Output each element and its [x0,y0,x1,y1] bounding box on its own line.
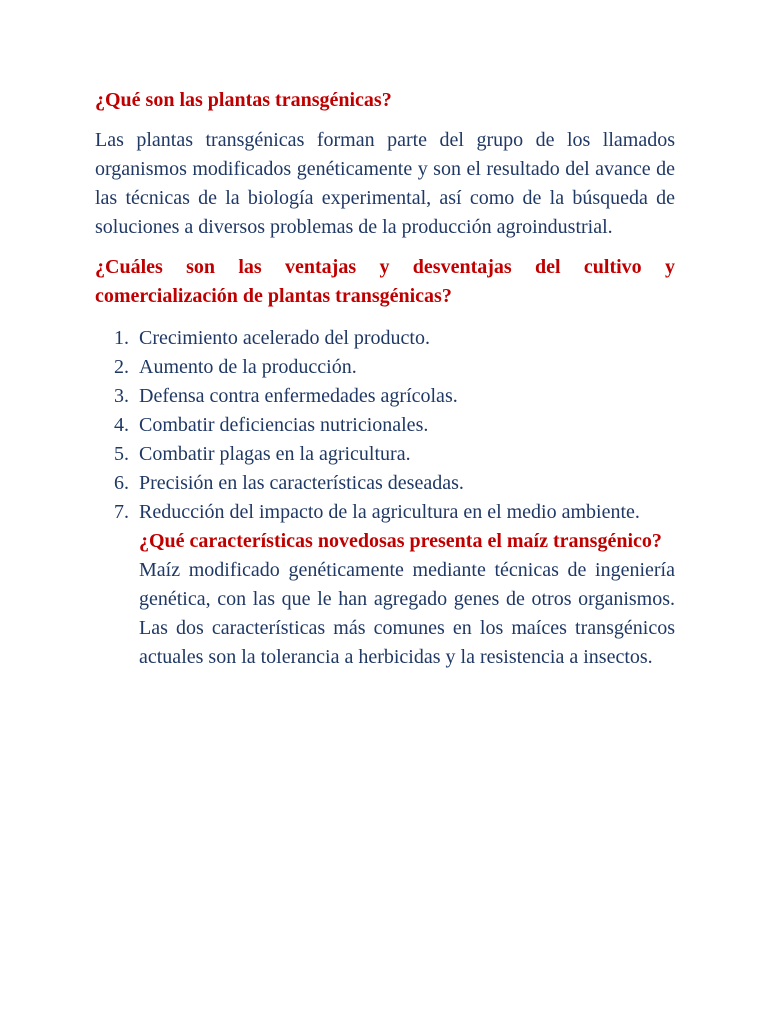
list-number: 4. [114,414,129,436]
list-item [95,353,675,382]
list-number: 1. [114,327,129,349]
heading-advantages: ¿Cuáles son las ventajas y desventajas del cultivo y comercialización de plantas transgénicas? [95,256,675,307]
advantages-list [95,324,675,527]
list-item-text: Aumento de la producción. [139,356,357,378]
paragraph-definition: Las plantas transgénicas forman parte del grupo de los llamados organismos modificados genéticamente y son el resultado del avance de las técnicas de la biología experimental, así como de la búsqueda de soluciones a diversos problemas de la producción agroindustrial. [95,129,675,238]
document-page [95,86,675,672]
list-item-text: Reducción del impacto de la agricultura en el medio ambiente. [139,501,640,523]
list-number: 2. [114,356,129,378]
list-number: 5. [114,443,129,465]
list-number: 3. [114,385,129,407]
heading-transgenic-plants: ¿Qué son las plantas transgénicas? [95,89,392,111]
list-item-text: Defensa contra enfermedades agrícolas. [139,385,458,407]
paragraph-maize: Maíz modificado genéticamente mediante técnicas de ingeniería genética, con las que le han agregado genes de otros organismos. Las dos características más comunes en los maíces transgénicos actuales son la tolerancia a herbicidas y la resistencia a insectos. [139,559,675,668]
list-item-text: Combatir plagas en la agricultura. [139,443,411,465]
list-item-text: Combatir deficiencias nutricionales. [139,414,429,436]
list-item [95,411,675,440]
list-item-text: Precisión en las características deseadas. [139,472,464,494]
list-number: 6. [114,472,129,494]
maize-section [139,527,675,672]
list-item [95,324,675,353]
list-item-text: Crecimiento acelerado del producto. [139,327,430,349]
list-item [95,382,675,411]
list-item [95,469,675,498]
heading-transgenic-maize: ¿Qué características novedosas presenta el maíz transgénico? [139,530,662,552]
list-number: 7. [114,501,129,523]
list-item [95,498,675,527]
list-item [95,440,675,469]
